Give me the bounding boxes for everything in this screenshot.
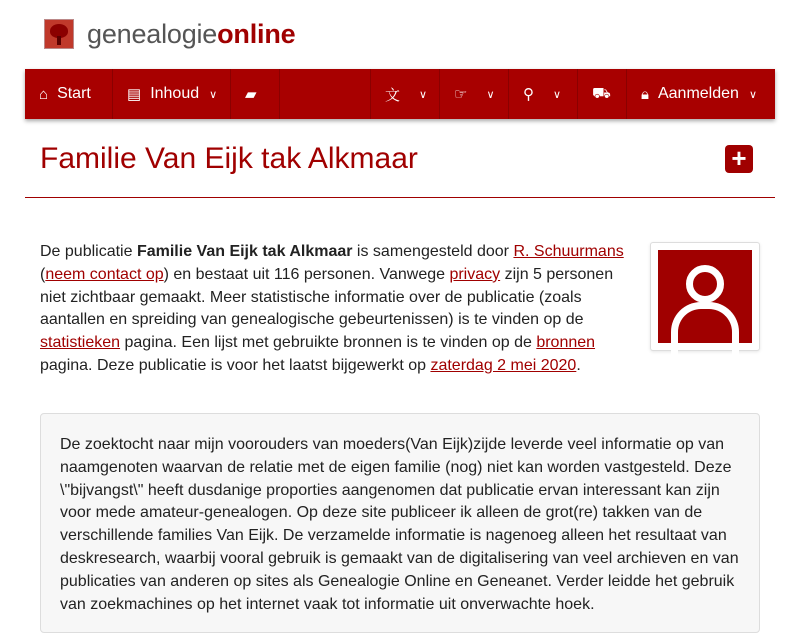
avatar-shoulders — [671, 302, 739, 357]
user-icon — [658, 250, 752, 343]
site-name — [87, 19, 295, 50]
publication-name: Familie Van Eijk tak Alkmaar — [136, 243, 353, 260]
intro-text: is samengesteld door — [352, 243, 514, 260]
cart-icon: ⛟ — [592, 84, 611, 102]
nav-login-label: Aanmelden — [657, 85, 739, 102]
intro-text: De publicatie — [40, 243, 137, 260]
nav-search[interactable] — [509, 69, 578, 119]
translate-icon: 文 — [385, 86, 401, 104]
sources-link[interactable]: bronnen — [536, 334, 596, 352]
chevron-down-icon: ∨ — [209, 88, 218, 101]
nav-language[interactable] — [371, 69, 440, 119]
brand-header[interactable] — [44, 18, 295, 50]
chevron-down-icon: ∨ — [486, 88, 495, 101]
chevron-down-icon: ∨ — [748, 88, 757, 101]
last-updated-link[interactable]: zaterdag 2 mei 2020 — [430, 356, 577, 374]
nav-inhoud[interactable] — [113, 69, 231, 119]
intro-text: ) en bestaat uit 116 personen. Vanwege — [163, 265, 450, 283]
chevron-down-icon: ∨ — [553, 88, 562, 101]
nav-cart[interactable] — [578, 69, 627, 119]
nav-share[interactable] — [440, 69, 509, 119]
home-icon: ⌂ — [39, 85, 49, 103]
site-name-accent: online — [217, 18, 296, 49]
publication-intro — [40, 241, 630, 378]
divider — [25, 197, 775, 198]
main-navbar — [25, 69, 775, 119]
intro-text: ( — [40, 265, 46, 283]
nav-login[interactable] — [627, 69, 775, 119]
site-name-plain: genealogie — [87, 18, 218, 49]
intro-text: zijn 5 personen niet zichtbaar gemaakt. Meer statistische informatie over de publicatie (zoals aantallen en spreiding van genealogische gebeurtenissen) is te vinden op de — [40, 265, 614, 329]
publication-description: De zoektocht naar mijn voorouders van moeders(Van Eijk)zijde leverde veel informatie op van naamgenoten waarvan de relatie met de eigen familie (nog) niet kan worden vastgesteld. Deze \"bijvangst\" heeft dusdanige proporties aangenomen dat publicatie ervan interessant kan zijn voor mede amateur-genealogen. Op deze site publiceer ik alleen de grot(re) takken van de verschillende families Van Eijk. De verzamelde informatie is nagenoeg alleen het resultaat van deskresearch, waarbij vooral gebruik is gemaakt van de digitalisering van veel archieven en van publicaties van anderen op sites als Genealogie Online en Geneanet. Verder leidde het gebruik van zoekmachines op het internet vaak tot informatie uit onverwachte hoek. — [40, 413, 760, 633]
lock-icon: 🔒︎ — [641, 85, 649, 103]
book-icon: ▤ — [127, 86, 142, 103]
nav-spacer — [280, 69, 371, 119]
author-link[interactable]: R. Schuurmans — [513, 243, 624, 260]
intro-text: . — [576, 356, 581, 374]
comments-icon: ▰ — [245, 86, 257, 103]
intro-text: pagina. Een lijst met gebruikte bronnen is te vinden op de — [120, 334, 537, 352]
hand-point-icon: ☞ — [454, 86, 468, 103]
nav-comments[interactable] — [231, 69, 280, 119]
nav-start[interactable] — [25, 69, 113, 119]
nav-start-label: Start — [57, 85, 91, 102]
avatar-head — [686, 265, 724, 303]
privacy-link[interactable]: privacy — [449, 265, 501, 283]
statistics-link[interactable]: statistieken — [40, 334, 121, 352]
add-button[interactable] — [725, 145, 753, 173]
contact-link[interactable]: neem contact op — [45, 265, 164, 283]
nav-inhoud-label: Inhoud — [150, 85, 200, 102]
tree-logo-icon — [44, 19, 74, 49]
plus-icon: + — [731, 143, 747, 173]
chevron-down-icon: ∨ — [419, 88, 428, 101]
author-avatar[interactable] — [650, 242, 760, 351]
intro-text: pagina. Deze publicatie is voor het laatst bijgewerkt op — [40, 356, 431, 374]
page-title: Familie Van Eijk tak Alkmaar — [40, 142, 418, 175]
search-icon: ⚲ — [523, 86, 534, 103]
